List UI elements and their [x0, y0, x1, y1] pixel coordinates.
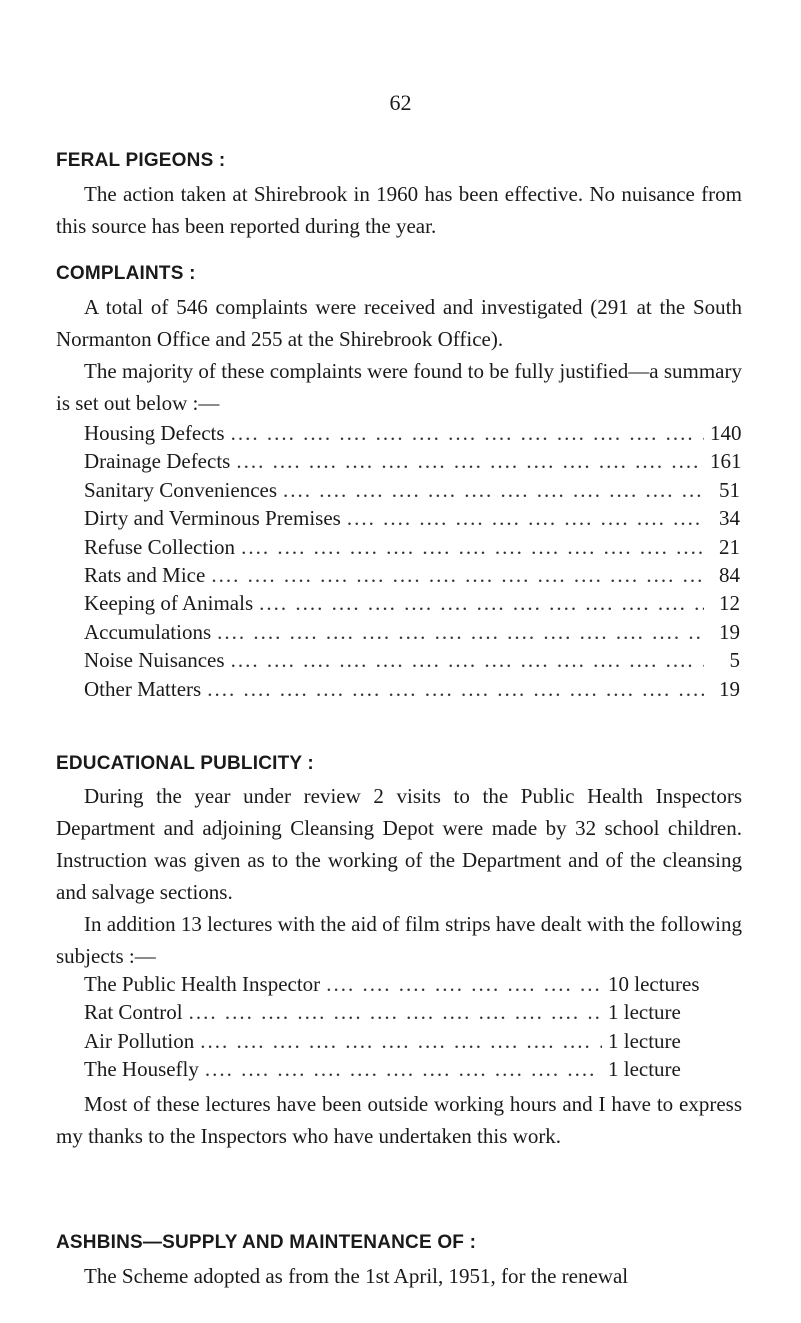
leader-dots [231, 646, 704, 674]
leader-dots [207, 675, 704, 703]
leader-dots [259, 589, 704, 617]
feral-pigeons-heading: FERAL PIGEONS : [56, 150, 226, 171]
leader-dots [189, 998, 602, 1026]
leader-dots [205, 1055, 602, 1083]
complaints-summary-list [84, 419, 740, 703]
ashbins-text: The Scheme adopted as from the 1st April, 1951, for the renewal [84, 1264, 629, 1288]
educational-publicity-para-2: In addition 13 lectures with the aid of film strips have dealt with the following subjects :— [56, 912, 742, 968]
list-item-value: 12 [719, 591, 740, 616]
leader-dots [326, 970, 602, 998]
list-item-value: 140 [710, 421, 742, 445]
complaints-heading: COMPLAINTS : [56, 263, 196, 284]
list-item [84, 561, 740, 589]
list-item-value: 51 [719, 477, 740, 502]
list-item-label: Rat Control [84, 1000, 183, 1025]
list-item-value: 1 lecture [608, 1057, 681, 1082]
list-item [84, 533, 740, 561]
list-item-label: Rats and Mice [84, 563, 206, 588]
list-item [84, 970, 738, 998]
list-item-value: 19 [719, 676, 740, 701]
list-item [84, 646, 740, 674]
list-item [84, 675, 740, 703]
page-number: 62 [389, 90, 412, 115]
leader-dots [231, 419, 704, 447]
complaints-para-1: A total of 546 complaints were received and investigated (291 at the South Normanton Office and 255 at the Shirebrook Office). [56, 295, 742, 351]
list-item-value: 5 [729, 648, 740, 673]
list-item-value: 1 lecture [608, 1000, 681, 1025]
list-item-label: Noise Nuisances [84, 648, 225, 673]
list-item-value: 1 lecture [608, 1028, 681, 1053]
list-item-value: 19 [719, 619, 740, 644]
leader-dots [347, 504, 704, 532]
list-item [84, 998, 738, 1026]
list-item-label: Sanitary Conveniences [84, 477, 278, 502]
complaints-para-2: The majority of these complaints were found to be fully justified—a summary is set out below :— [56, 359, 742, 415]
list-item-label: Refuse Collection [84, 534, 236, 559]
leader-dots [236, 447, 704, 475]
list-item [84, 1027, 738, 1055]
list-item-label: The Public Health Inspector [84, 972, 321, 996]
list-item-label: The Housefly [84, 1057, 199, 1082]
feral-pigeons-text: The action taken at Shirebrook in 1960 has been effective. No nuisance from this source has been reported during the year. [56, 182, 742, 238]
list-item-value: 34 [719, 506, 740, 531]
list-item [84, 589, 740, 617]
list-item-label: Accumulations [84, 619, 212, 644]
list-item-label: Dirty and Verminous Premises [84, 506, 341, 531]
educational-publicity-para-1: During the year under review 2 visits to the Public Health Inspectors Department and adjoining Cleansing Depot were made by 32 school children. Instruction was given as to the working of the Department and of the cleansing and salvage sections. [56, 784, 742, 904]
list-item-value: 84 [719, 563, 740, 588]
list-item-label: Drainage Defects [84, 449, 231, 474]
leader-dots [211, 561, 704, 589]
list-item [84, 447, 740, 475]
list-item-value: 10 lectures [608, 972, 700, 996]
leader-dots [283, 476, 704, 504]
leader-dots [217, 618, 704, 646]
list-item-value: 21 [719, 534, 740, 559]
list-item [84, 419, 740, 447]
list-item-label: Keeping of Animals [84, 591, 254, 616]
leader-dots [200, 1027, 602, 1055]
list-item [84, 618, 740, 646]
list-item-label: Air Pollution [84, 1028, 195, 1053]
educational-publicity-para-3: Most of these lectures have been outside working hours and I have to express my thanks to the Inspectors who have undertaken this work. [56, 1092, 742, 1148]
list-item [84, 476, 740, 504]
list-item-value: 161 [710, 449, 742, 474]
list-item-label: Housing Defects [84, 421, 225, 445]
leader-dots [241, 533, 704, 561]
ashbins-heading: ASHBINS—SUPPLY AND MAINTENANCE OF : [56, 1232, 477, 1253]
educational-publicity-heading: EDUCATIONAL PUBLICITY : [56, 753, 314, 774]
list-item [84, 504, 740, 532]
lecture-subjects-list [84, 970, 738, 1084]
list-item-label: Other Matters [84, 676, 202, 701]
list-item [84, 1055, 738, 1083]
